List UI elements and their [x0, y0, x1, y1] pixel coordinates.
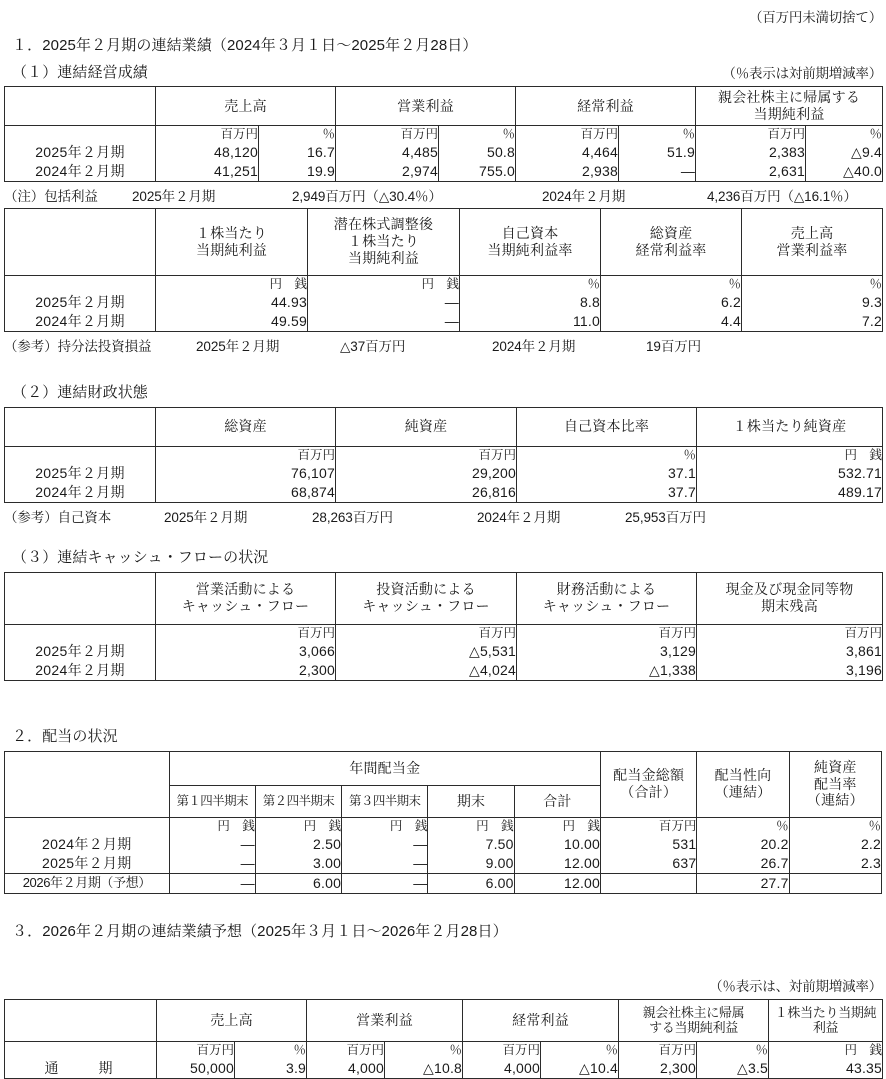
cell-fy2025-eps: 44.93	[156, 293, 308, 312]
cell-fy2025-cf-investing: △5,531	[336, 642, 517, 661]
col-header-nav-dividend-ratio-line2: 配当率	[814, 775, 857, 792]
cell-forecast-eps: 43.35	[769, 1059, 883, 1079]
cell-fy2025-net-sales: 48,120	[156, 143, 259, 162]
section2-title: ２．配当の状況	[12, 727, 118, 745]
unit-total-amount: 百万円	[601, 817, 697, 835]
corner-cell	[5, 999, 157, 1041]
cell-fy2024-ordinary-pct: —	[619, 162, 696, 182]
unit-netincome-amount: 百万円	[619, 1041, 697, 1059]
col-header-q1-end: 第１四半期末	[169, 785, 255, 817]
unit-row-label	[5, 446, 156, 464]
cell-fy2025-ordinary-pct: 51.9	[619, 143, 696, 162]
footnote-shareholders-equity	[0, 503, 886, 526]
col-header-total-assets: 総資産	[156, 407, 336, 446]
unit-diluted-eps: 円 銭	[308, 275, 460, 293]
col-header-payout-ratio-line2: （連結）	[714, 784, 772, 801]
unit-net-sales-amount: 百万円	[156, 125, 259, 143]
footnote-ci-value2: 4,236百万円（△16.1％）	[707, 188, 857, 204]
cell-forecast-operating-pct: △10.8	[385, 1059, 463, 1079]
table-row	[5, 293, 883, 312]
row-label-fy2024: 2024年２月期	[5, 162, 156, 182]
col-header-net-income-parent-line1: 親会社株主に帰属する	[718, 89, 861, 105]
cell-fy2025-year-end: 9.00	[428, 854, 514, 874]
cell-fy2025-net-assets: 29,200	[336, 464, 517, 483]
table-row	[5, 483, 883, 503]
col-header-net-assets: 純資産	[336, 407, 517, 446]
col-header-cf-operating	[156, 572, 336, 624]
cell-forecast-ordinary-pct: △10.4	[541, 1059, 619, 1079]
col-header-cf-financing-line1: 財務活動による	[556, 581, 657, 598]
col-header-bps: １株当たり純資産	[697, 407, 883, 446]
cell-fy2025-roe: 8.8	[460, 293, 601, 312]
unit-operating-amount: 百万円	[336, 125, 439, 143]
cell-fy2024-diluted-eps: —	[308, 312, 460, 332]
col-header-diluted-eps-line1: 潜在株式調整後	[333, 216, 434, 233]
unit-eps: 円 銭	[769, 1041, 883, 1059]
cell-fy2024-operating-margin: 7.2	[742, 312, 883, 332]
cell-fy2025-operating-pct: 50.8	[439, 143, 516, 162]
cell-fy2025-operating-margin: 9.3	[742, 293, 883, 312]
cell-fy2025-net-sales-pct: 16.7	[259, 143, 336, 162]
cell-fy2024-total: 10.00	[514, 835, 600, 854]
table-row	[5, 854, 882, 874]
footnote-ci-prefix: （注）包括利益	[4, 188, 98, 204]
cell-fy2024-q3: —	[342, 835, 428, 854]
col-header-net-sales: 売上高	[157, 999, 307, 1041]
unit-q2: 円 銭	[255, 817, 341, 835]
cell-fy2025-nav-ratio: 2.3	[789, 854, 881, 874]
unit-q1: 円 銭	[169, 817, 255, 835]
col-header-roa	[601, 208, 742, 275]
cell-fy2024-operating: 2,974	[336, 162, 439, 182]
footnote-equity-method	[0, 332, 886, 355]
unit-net-sales-pct: ％	[259, 125, 336, 143]
cell-fy2024-nav-ratio: 2.2	[789, 835, 881, 854]
cell-fy2025-bps: 532.71	[697, 464, 883, 483]
cell-fy2024-q1: —	[169, 835, 255, 854]
col-header-payout-ratio	[697, 751, 789, 817]
table-unit-row	[5, 1041, 883, 1059]
section1-sub3-title: （３）連結キャッシュ・フローの状況	[12, 548, 269, 566]
col-header-cash-end	[697, 572, 883, 624]
col-header-cf-operating-line2: キャッシュ・フロー	[181, 598, 310, 615]
col-header-roe-line1: 自己資本	[501, 224, 559, 241]
table-unit-row	[5, 125, 883, 143]
section3-title: ３．2026年２月期の連結業績予想（2025年３月１日～2026年２月28日）	[12, 922, 508, 940]
cell-fy2026-nav-ratio	[789, 873, 881, 893]
cell-fy2026-q2: 6.00	[255, 873, 341, 893]
col-header-q2-end: 第２四半期末	[255, 785, 341, 817]
unit-year-end: 円 銭	[428, 817, 514, 835]
unit-total: 円 銭	[514, 817, 600, 835]
row-label-fy2025: 2025年２月期	[5, 854, 170, 874]
cell-fy2024-ordinary: 2,938	[516, 162, 619, 182]
unit-ordinary-amount: 百万円	[516, 125, 619, 143]
unit-roa: ％	[601, 275, 742, 293]
col-header-cf-financing-line2: キャッシュ・フロー	[542, 598, 671, 615]
table-dividends	[4, 751, 882, 894]
col-header-roe	[460, 208, 601, 275]
col-header-cf-operating-line1: 営業活動による	[195, 581, 296, 598]
row-label-fy2025: 2025年２月期	[5, 143, 156, 162]
unit-total-assets: 百万円	[156, 446, 336, 464]
unit-cf-financing: 百万円	[517, 624, 697, 642]
table-header-row	[5, 999, 883, 1041]
row-label-fy2025: 2025年２月期	[5, 464, 156, 483]
unit-net-sales-amount: 百万円	[157, 1041, 235, 1059]
cell-fy2026-total: 12.00	[514, 873, 600, 893]
col-header-net-income-parent-line2: する当期純利益	[649, 1020, 738, 1036]
col-header-diluted-eps	[308, 208, 460, 275]
col-header-payout-ratio-line1: 配当性向	[714, 767, 772, 784]
cell-fy2024-netincome-pct: △40.0	[806, 162, 883, 182]
col-header-cash-end-line2: 期末残高	[761, 598, 818, 615]
section1-sub1-title: （１）連結経営成績	[12, 64, 148, 81]
footnote-se-value1: 28,263百万円	[312, 509, 393, 525]
cell-fy2025-netincome: 2,383	[696, 143, 806, 162]
cell-fy2024-cash-end: 3,196	[697, 661, 883, 681]
col-header-net-income-parent	[619, 999, 769, 1041]
unit-cf-investing: 百万円	[336, 624, 517, 642]
cell-forecast-ordinary: 4,000	[463, 1059, 541, 1079]
unit-payout-ratio: ％	[697, 817, 789, 835]
cell-fy2024-cf-operating: 2,300	[156, 661, 336, 681]
row-label-full-year: 通 期	[5, 1059, 157, 1079]
col-header-eps	[156, 208, 308, 275]
col-header-roe-line2: 当期純利益率	[487, 241, 573, 258]
unit-operating-pct: ％	[439, 125, 516, 143]
cell-fy2024-total-amount: 531	[601, 835, 697, 854]
col-header-total-dividend	[601, 751, 697, 817]
col-header-annual-dividend: 年間配当金	[169, 751, 600, 785]
unit-row-label	[5, 275, 156, 293]
table-header-row	[5, 208, 883, 275]
col-header-diluted-eps-line2: １株当たり	[348, 233, 419, 250]
footnote-se-value2: 25,953百万円	[625, 509, 706, 525]
row-label-fy2024: 2024年２月期	[5, 661, 156, 681]
table-per-share-ratios	[4, 208, 883, 332]
table-row	[5, 1059, 883, 1079]
row-label-fy2025: 2025年２月期	[5, 293, 156, 312]
table-row	[5, 162, 883, 182]
cell-fy2025-cf-financing: 3,129	[517, 642, 697, 661]
unit-net-sales-pct: ％	[235, 1041, 307, 1059]
cell-fy2026-year-end: 6.00	[428, 873, 514, 893]
col-header-eps-line2: 利益	[812, 1020, 839, 1036]
corner-cell	[5, 751, 170, 817]
footnote-em-period2: 2024年２月期	[492, 338, 576, 354]
table-row	[5, 835, 882, 854]
cell-fy2024-net-sales: 41,251	[156, 162, 259, 182]
col-header-total: 合計	[514, 785, 600, 817]
unit-netincome-amount: 百万円	[696, 125, 806, 143]
table-header-row	[5, 87, 883, 126]
unit-ordinary-pct: ％	[619, 125, 696, 143]
unit-nav-ratio: ％	[789, 817, 881, 835]
cell-fy2026-q1: —	[169, 873, 255, 893]
header-unit-note: （百万円未満切捨て）	[749, 10, 882, 25]
footnote-em-period1: 2025年２月期	[196, 338, 280, 354]
cell-fy2024-netincome: 2,631	[696, 162, 806, 182]
corner-cell	[5, 87, 156, 126]
table-unit-row	[5, 275, 883, 293]
col-header-operating-margin-line1: 売上高	[790, 224, 834, 241]
cell-fy2024-roe: 11.0	[460, 312, 601, 332]
unit-net-assets: 百万円	[336, 446, 517, 464]
col-header-diluted-eps-line3: 当期純利益	[348, 249, 419, 266]
col-header-net-sales: 売上高	[156, 87, 336, 126]
cell-fy2025-total-assets: 76,107	[156, 464, 336, 483]
table-header-row-top	[5, 751, 882, 785]
col-header-roa-line2: 経常利益率	[635, 241, 707, 258]
col-header-eps-line1: １株当たり	[196, 224, 267, 241]
col-header-net-income-parent-line2: 当期純利益	[753, 105, 825, 122]
col-header-cf-investing	[336, 572, 517, 624]
unit-operating-margin: ％	[742, 275, 883, 293]
cell-fy2026-q3: —	[342, 873, 428, 893]
unit-operating-amount: 百万円	[307, 1041, 385, 1059]
cell-fy2025-q1: —	[169, 854, 255, 874]
cell-fy2024-net-sales-pct: 19.9	[259, 162, 336, 182]
col-header-cf-financing	[517, 572, 697, 624]
unit-row-label	[5, 125, 156, 143]
cell-fy2024-bps: 489.17	[697, 483, 883, 503]
cell-fy2024-equity-ratio: 37.7	[517, 483, 697, 503]
unit-cf-operating: 百万円	[156, 624, 336, 642]
footnote-ci-period2: 2024年２月期	[542, 188, 626, 204]
cell-fy2024-total-assets: 68,874	[156, 483, 336, 503]
row-label-fy2024: 2024年２月期	[5, 312, 156, 332]
footnote-se-prefix: （参考）自己資本	[4, 509, 112, 525]
footnote-se-period1: 2025年２月期	[164, 509, 248, 525]
cell-fy2025-roa: 6.2	[601, 293, 742, 312]
col-header-year-end: 期末	[428, 785, 514, 817]
col-header-eps-line1: １株当たり当期純	[774, 1004, 877, 1020]
footnote-se-period2: 2024年２月期	[477, 509, 561, 525]
col-header-equity-ratio: 自己資本比率	[517, 407, 697, 446]
unit-roe: ％	[460, 275, 601, 293]
unit-ordinary-amount: 百万円	[463, 1041, 541, 1059]
cell-fy2025-payout-ratio: 26.7	[697, 854, 789, 874]
cell-fy2024-payout-ratio: 20.2	[697, 835, 789, 854]
unit-operating-pct: ％	[385, 1041, 463, 1059]
section1-title: １．2025年２月期の連結業績（2024年３月１日～2025年２月28日）	[12, 37, 478, 54]
cell-fy2025-q3: —	[342, 854, 428, 874]
row-label-fy2025: 2025年２月期	[5, 642, 156, 661]
table-row	[5, 464, 883, 483]
cell-fy2024-year-end: 7.50	[428, 835, 514, 854]
unit-bps: 円 銭	[697, 446, 883, 464]
footnote-em-value2: 19百万円	[646, 338, 702, 354]
cell-fy2025-ordinary: 4,464	[516, 143, 619, 162]
col-header-eps-line2: 当期純利益	[196, 241, 267, 258]
table-unit-row	[5, 624, 883, 642]
col-header-nav-dividend-ratio-line3: （連結）	[806, 792, 864, 809]
table-cash-flows	[4, 572, 883, 681]
table-unit-row	[5, 446, 883, 464]
cell-fy2025-diluted-eps: —	[308, 293, 460, 312]
cell-fy2025-cf-operating: 3,066	[156, 642, 336, 661]
col-header-operating-margin-line2: 営業利益率	[776, 241, 848, 258]
section3-note: （％表示は、対前期増減率）	[709, 978, 882, 994]
section1-sub2-title: （２）連結財政状態	[12, 383, 148, 401]
corner-cell	[5, 572, 156, 624]
cell-fy2024-eps: 49.59	[156, 312, 308, 332]
footnote-em-value1: △37百万円	[340, 338, 406, 354]
cell-fy2025-equity-ratio: 37.1	[517, 464, 697, 483]
unit-q3: 円 銭	[342, 817, 428, 835]
col-header-q3-end: 第３四半期末	[342, 785, 428, 817]
row-label-fy2024: 2024年２月期	[5, 835, 170, 854]
cell-fy2024-operating-pct: 755.0	[439, 162, 516, 182]
cell-fy2026-payout-ratio: 27.7	[697, 873, 789, 893]
cell-fy2024-net-assets: 26,816	[336, 483, 517, 503]
cell-fy2024-cf-investing: △4,024	[336, 661, 517, 681]
cell-fy2025-total: 12.00	[514, 854, 600, 874]
table-row	[5, 642, 883, 661]
col-header-eps	[769, 999, 883, 1041]
cell-fy2024-q2: 2.50	[255, 835, 341, 854]
footnote-ci-period1: 2025年２月期	[132, 188, 216, 204]
col-header-operating-margin	[742, 208, 883, 275]
cell-forecast-operating: 4,000	[307, 1059, 385, 1079]
cell-forecast-net-sales: 50,000	[157, 1059, 235, 1079]
col-header-ordinary-income: 経常利益	[516, 87, 696, 126]
table-consolidated-results	[4, 86, 883, 182]
row-label-fy2026-forecast: 2026年２月期（予想）	[5, 873, 170, 893]
unit-row-label	[5, 817, 170, 835]
col-header-operating-income: 営業利益	[336, 87, 516, 126]
col-header-cf-investing-line2: キャッシュ・フロー	[362, 598, 490, 615]
table-unit-row	[5, 817, 882, 835]
section1-sub1-note: （％表示は対前期増減率）	[722, 66, 882, 81]
unit-equity-ratio: ％	[517, 446, 697, 464]
table-financial-position	[4, 407, 883, 503]
col-header-total-dividend-line2: （合計）	[620, 784, 678, 801]
table-row	[5, 143, 883, 162]
col-header-roa-line1: 総資産	[649, 224, 693, 241]
cell-fy2025-q2: 3.00	[255, 854, 341, 874]
cell-forecast-netincome-pct: △3.5	[697, 1059, 769, 1079]
unit-cash-end: 百万円	[697, 624, 883, 642]
unit-row-label	[5, 1041, 157, 1059]
footnote-em-prefix: （参考）持分法投資損益	[4, 338, 152, 354]
unit-netincome-pct: ％	[697, 1041, 769, 1059]
col-header-net-income-parent	[696, 87, 883, 126]
table-forecast	[4, 999, 883, 1079]
cell-fy2025-operating: 4,485	[336, 143, 439, 162]
unit-netincome-pct: ％	[806, 125, 883, 143]
table-row	[5, 312, 883, 332]
col-header-ordinary-income: 経常利益	[463, 999, 619, 1041]
corner-cell	[5, 407, 156, 446]
col-header-nav-dividend-ratio-line1: 純資産	[814, 758, 857, 775]
table-header-row	[5, 572, 883, 624]
footnote-ci-value1: 2,949百万円（△30.4％）	[292, 188, 442, 204]
unit-row-label	[5, 624, 156, 642]
table-header-row	[5, 407, 883, 446]
cell-fy2025-netincome-pct: △9.4	[806, 143, 883, 162]
table-row	[5, 661, 883, 681]
cell-fy2025-cash-end: 3,861	[697, 642, 883, 661]
col-header-net-income-parent-line1: 親会社株主に帰属	[642, 1004, 745, 1020]
row-label-fy2024: 2024年２月期	[5, 483, 156, 503]
footnote-comprehensive-income	[0, 182, 886, 205]
unit-ordinary-pct: ％	[541, 1041, 619, 1059]
cell-fy2025-total-amount: 637	[601, 854, 697, 874]
table-row-forecast	[5, 873, 882, 893]
cell-fy2026-total-amount	[601, 873, 697, 893]
cell-forecast-netincome: 2,300	[619, 1059, 697, 1079]
col-header-operating-income: 営業利益	[307, 999, 463, 1041]
col-header-total-dividend-line1: 配当金総額	[613, 767, 685, 784]
cell-forecast-net-sales-pct: 3.9	[235, 1059, 307, 1079]
corner-cell	[5, 208, 156, 275]
col-header-cf-investing-line1: 投資活動による	[376, 581, 476, 598]
col-header-nav-dividend-ratio	[789, 751, 881, 817]
cell-fy2024-cf-financing: △1,338	[517, 661, 697, 681]
cell-fy2024-roa: 4.4	[601, 312, 742, 332]
unit-eps: 円 銭	[156, 275, 308, 293]
col-header-cash-end-line1: 現金及び現金同等物	[725, 581, 854, 598]
